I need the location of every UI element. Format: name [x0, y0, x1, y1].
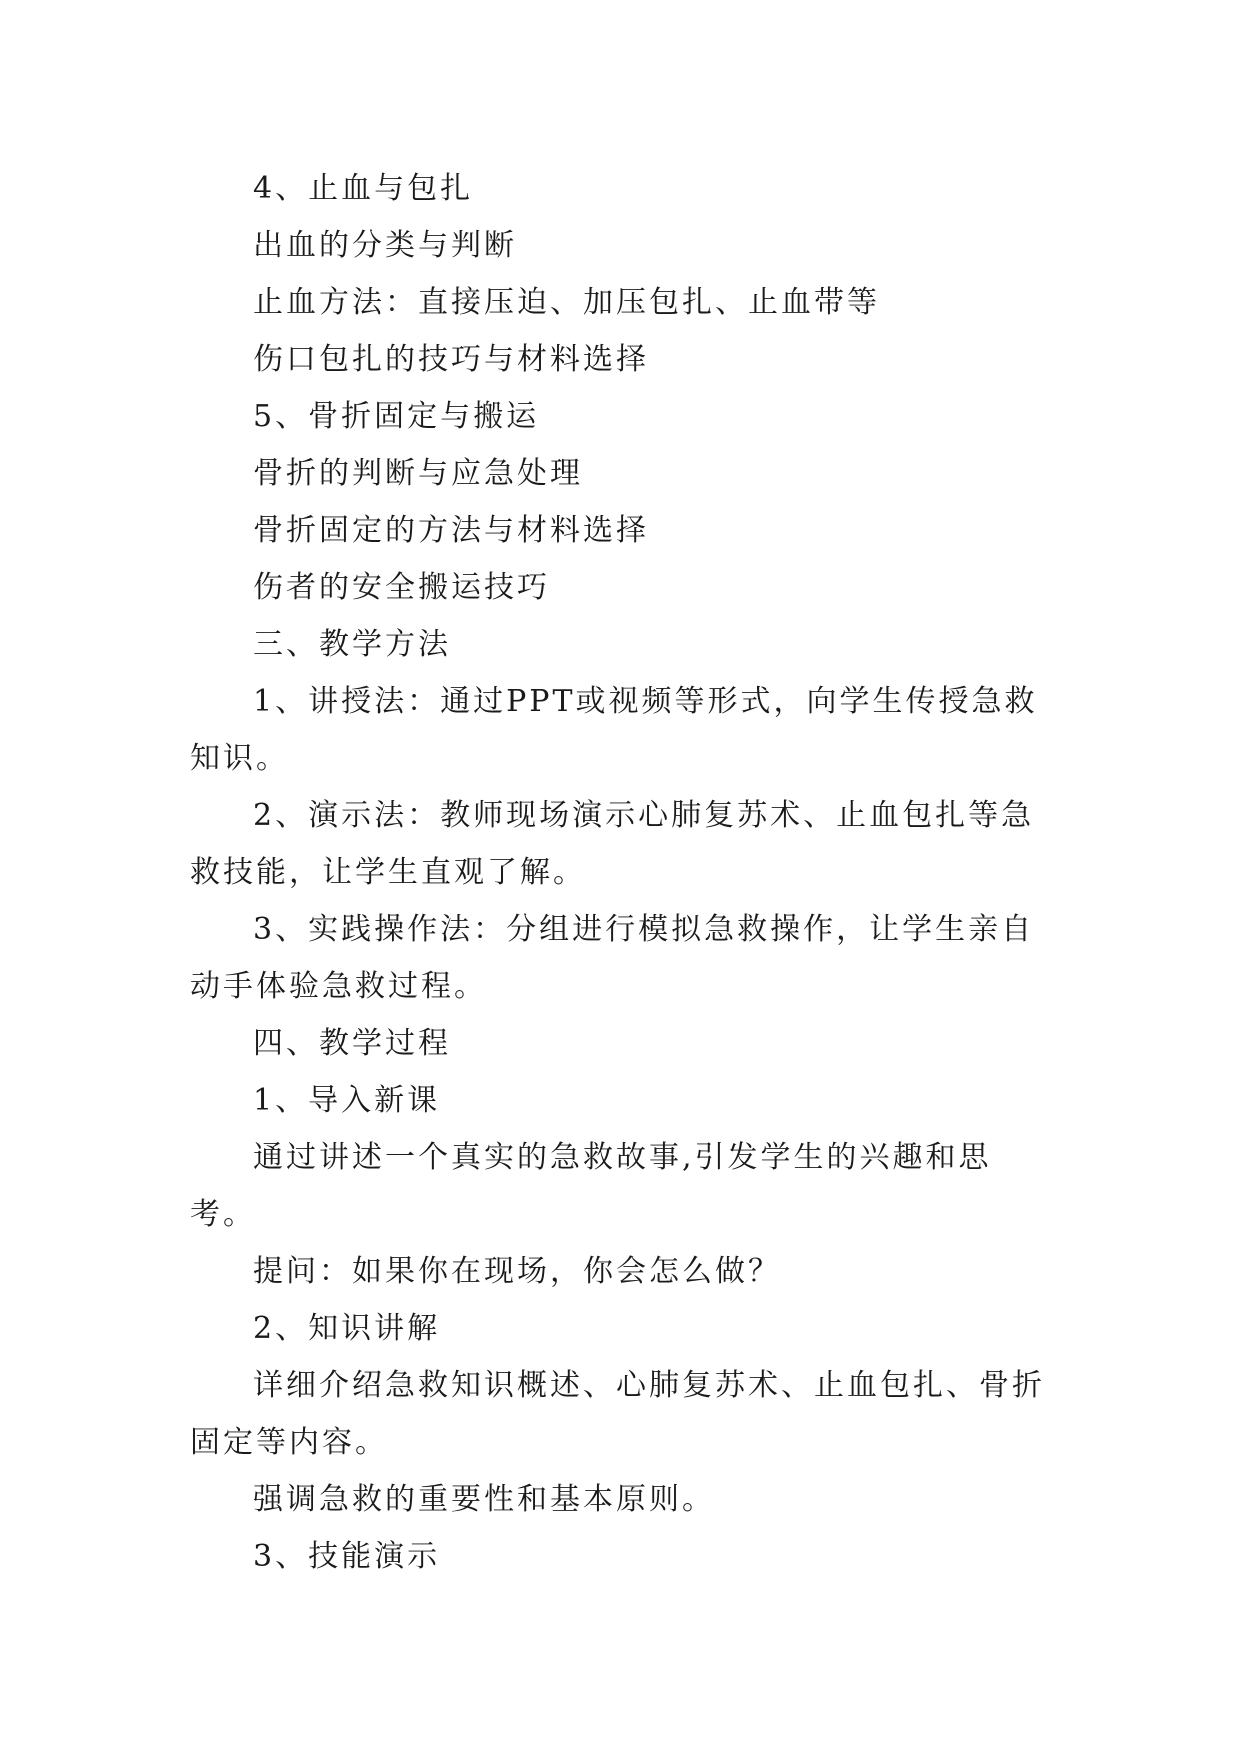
paragraph: 强调急救的重要性和基本原则。	[253, 1482, 715, 1517]
paragraph: 提问：如果你在现场，你会怎么做？	[253, 1254, 781, 1289]
paragraph: 伤口包扎的技巧与材料选择	[253, 342, 649, 377]
paragraph: 通过讲述一个真实的急救故事,引发学生的兴趣和思考。	[190, 1140, 992, 1232]
paragraph: 5、骨折固定与搬运	[253, 399, 540, 434]
paragraph: 3、技能演示	[253, 1539, 441, 1574]
paragraph: 1、导入新课	[253, 1083, 441, 1118]
paragraph: 止血方法：直接压迫、加压包扎、止血带等	[253, 285, 880, 320]
paragraph: 出血的分类与判断	[253, 228, 517, 263]
paragraph: 2、演示法：教师现场演示心肺复苏术、止血包扎等急救技能，让学生直观了解。	[190, 798, 1035, 890]
paragraph: 骨折的判断与应急处理	[253, 456, 583, 491]
document-body	[190, 160, 1052, 1585]
paragraph: 2、知识讲解	[253, 1311, 441, 1346]
paragraph: 伤者的安全搬运技巧	[253, 570, 550, 605]
paragraph: 1、讲授法：通过PPT或视频等形式，向学生传授急救知识。	[190, 684, 1038, 776]
section-heading: 三、教学方法	[253, 627, 451, 662]
paragraph: 详细介绍急救知识概述、心肺复苏术、止血包扎、骨折固定等内容。	[190, 1368, 1045, 1460]
paragraph: 3、实践操作法：分组进行模拟急救操作，让学生亲自动手体验急救过程。	[190, 912, 1035, 1004]
paragraph: 骨折固定的方法与材料选择	[253, 513, 649, 548]
paragraph: 4、止血与包扎	[253, 171, 474, 206]
section-heading: 四、教学过程	[253, 1026, 451, 1061]
